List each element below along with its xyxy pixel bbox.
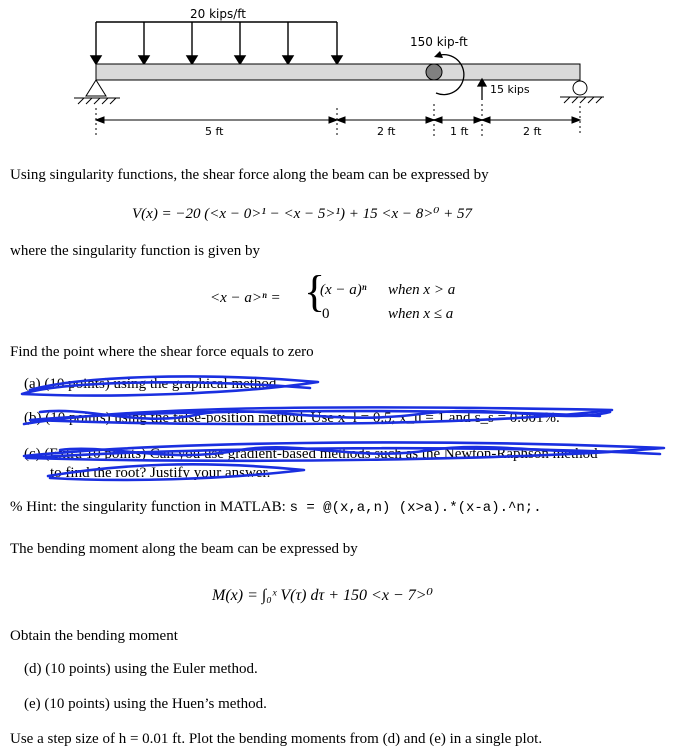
singularity-case2: 0 (322, 306, 330, 322)
point-force (478, 79, 486, 100)
dim-5ft: 5 ft (205, 125, 224, 138)
moment-intro: The bending moment along the beam can be expressed by (10, 541, 358, 557)
brace: { (304, 267, 326, 316)
item-c-line2: to find the root? Justify your answer. (50, 465, 271, 481)
dim-2ft-b: 2 ft (523, 125, 542, 138)
item-e: (e) (10 points) using the Huen’s method. (24, 696, 267, 712)
singularity-case1: (x − a)ⁿ (320, 282, 367, 298)
singularity-cond2: when x ≤ a (388, 306, 454, 322)
shear-equation: V(x) = −20 (<x − 0>¹ − <x − 5>¹) + 15 <x − 8>⁰ + 57 (132, 206, 472, 222)
right-support (560, 81, 604, 103)
distributed-load (91, 22, 342, 64)
dim-1ft: 1 ft (450, 125, 469, 138)
beam (96, 64, 580, 80)
moment-equation: M(x) = ∫₀ˣ V(τ) dτ + 150 <x − 7>⁰ (212, 587, 433, 604)
left-support (74, 80, 120, 104)
obtain-text: Obtain the bending moment (10, 628, 178, 644)
item-b: (b) (10 points) using the false-position method. Use x_l = 0.5, x_u = 1 and ε_s = 0.001%. (24, 410, 560, 426)
item-a: (a) (10 points) using the graphical method. (24, 376, 281, 392)
dim-2ft-a: 2 ft (377, 125, 396, 138)
singularity-cond1: when x > a (388, 282, 456, 298)
force-label: 15 kips (490, 83, 530, 96)
item-d: (d) (10 points) using the Euler method. (24, 661, 258, 677)
scribble-strikeout (0, 368, 686, 498)
beam-diagram (0, 0, 686, 150)
moment-label: 150 kip-ft (410, 35, 468, 49)
hint-code: s = @(x,a,n) (x>a).*(x-a).^n;. (289, 500, 542, 516)
load-label: 20 kips/ft (190, 7, 246, 21)
step-size-text: Use a step size of h = 0.01 ft. Plot the bending moments from (d) and (e) in a single plot. (10, 731, 543, 747)
dimension-line (96, 117, 580, 123)
hint-line (10, 499, 542, 516)
where-text: where the singularity function is given by (10, 243, 260, 259)
item-c-line1: (c) (Extra 10 points) Can you use gradient-based methods such as the Newton-Raphson method (24, 446, 598, 462)
intro-text: Using singularity functions, the shear force along the beam can be expressed by (10, 167, 489, 183)
find-text: Find the point where the shear force equals to zero (10, 344, 314, 360)
hint-prefix: % Hint: the singularity function in MATLAB: (10, 499, 286, 515)
singularity-lhs: <x − a>ⁿ = (210, 290, 281, 306)
